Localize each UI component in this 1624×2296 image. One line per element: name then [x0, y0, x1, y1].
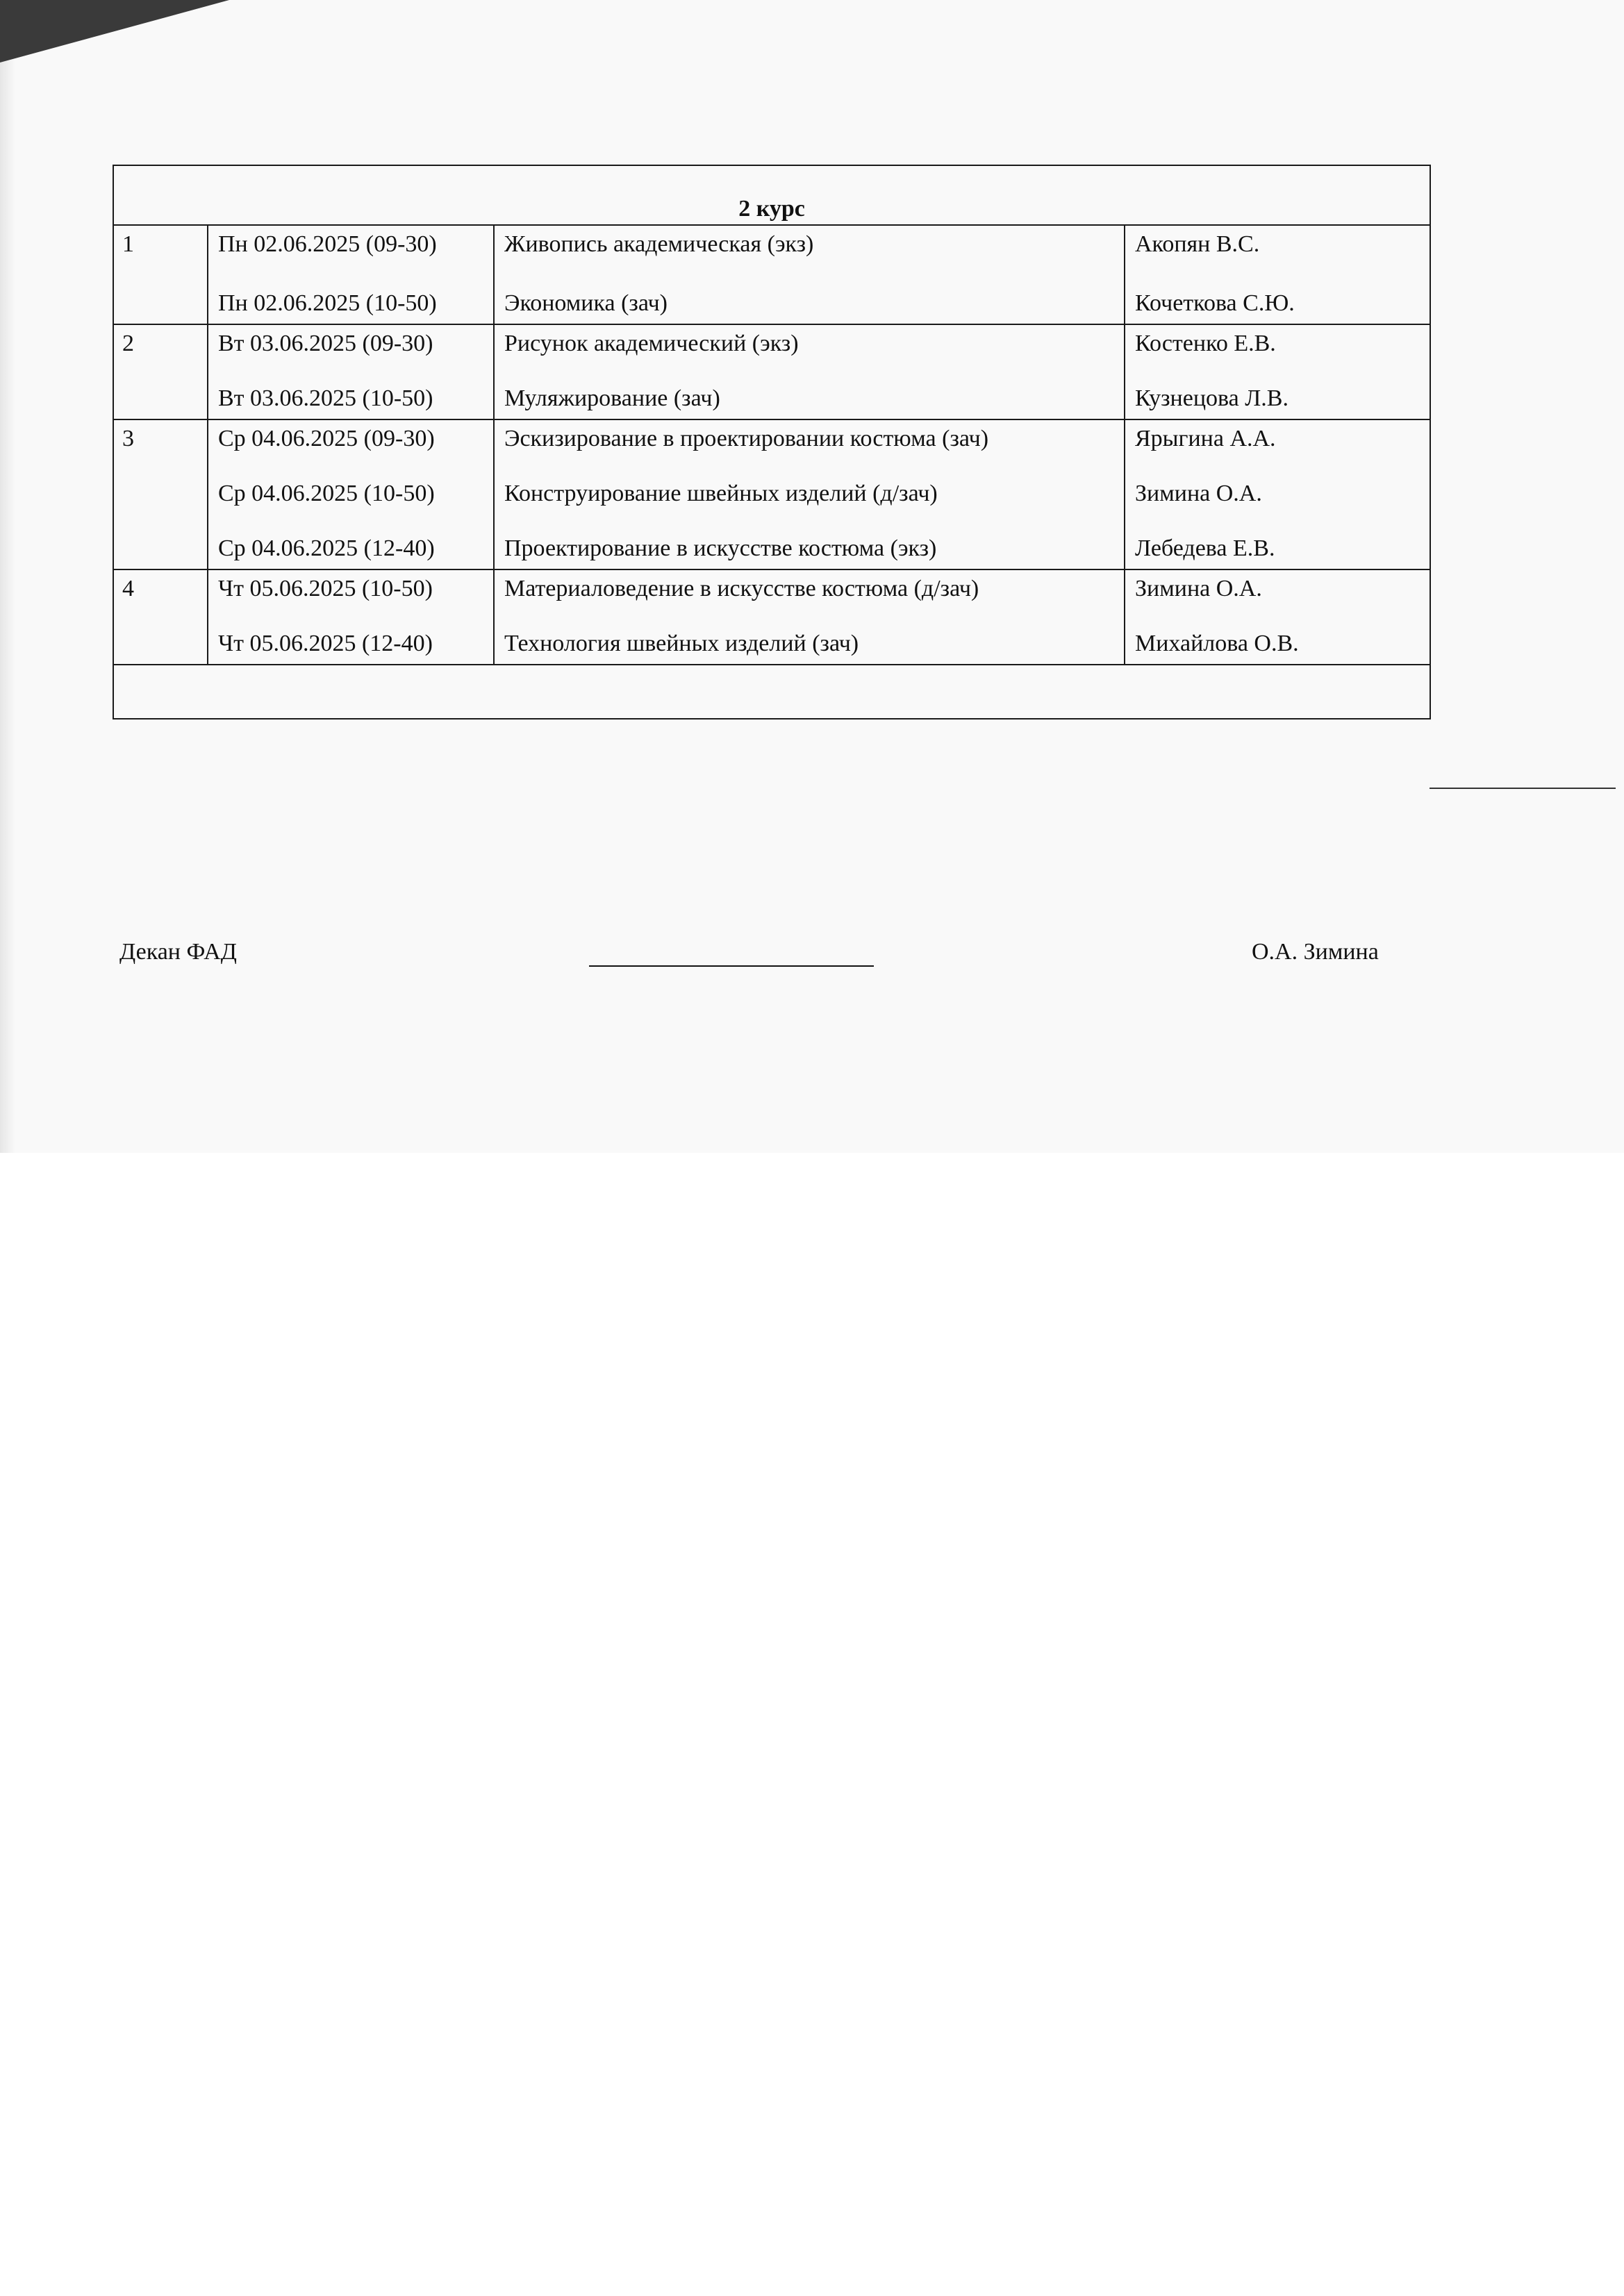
subject-cell: [494, 419, 1125, 569]
subject: Технология швейных изделий (зач): [504, 631, 859, 657]
exam-date: Вт 03.06.2025 (09-30): [218, 330, 433, 356]
subject: Экономика (зач): [504, 290, 668, 317]
exam-date: Чт 05.06.2025 (10-50): [218, 575, 433, 601]
exam-date: Ср 04.06.2025 (10-50): [218, 480, 435, 506]
table-row: [113, 419, 1430, 569]
teacher: Лебедева Е.В.: [1135, 535, 1275, 562]
signature-position: Декан ФАД: [119, 939, 237, 965]
subject-cell: [494, 569, 1125, 665]
empty-table-row: [113, 665, 1430, 719]
teacher-cell: [1125, 225, 1430, 324]
teacher: Кузнецова Л.В.: [1135, 385, 1289, 412]
teacher-cell: [1125, 324, 1430, 419]
teacher: Кочеткова С.Ю.: [1135, 290, 1295, 317]
teacher: Зимина О.А.: [1135, 480, 1262, 506]
teacher: Ярыгина А.А.: [1135, 425, 1276, 451]
scan-corner-shadow: [0, 0, 229, 63]
subject: Живопись академическая (экз): [504, 231, 814, 257]
signature-name: О.А. Зимина: [1252, 939, 1379, 965]
course-header: 2 курс: [113, 165, 1430, 225]
teacher-cell: [1125, 419, 1430, 569]
row-number: 3: [113, 419, 208, 569]
teacher: Костенко Е.В.: [1135, 330, 1276, 356]
subject-cell: [494, 225, 1125, 324]
subject: Конструирование швейных изделий (д/зач): [504, 480, 938, 506]
teacher: Акопян В.С.: [1135, 231, 1260, 257]
exam-date: Пн 02.06.2025 (10-50): [218, 290, 437, 317]
date-cell: [208, 569, 494, 665]
teacher-cell: [1125, 569, 1430, 665]
date-cell: [208, 419, 494, 569]
subject: Эскизирование в проектировании костюма (зач): [504, 425, 989, 451]
date-cell: [208, 225, 494, 324]
course-header-row: [113, 165, 1430, 225]
row-number: 1: [113, 225, 208, 324]
row-number: 4: [113, 569, 208, 665]
subject: Материаловедение в искусстве костюма (д/зач): [504, 575, 979, 601]
subject: Муляжирование (зач): [504, 385, 720, 412]
date-cell: [208, 324, 494, 419]
signature-line: [589, 965, 874, 967]
subject-cell: [494, 324, 1125, 419]
exam-date: Пн 02.06.2025 (09-30): [218, 231, 437, 257]
exam-schedule-table: [113, 165, 1431, 719]
subject: Рисунок академический (экз): [504, 330, 799, 356]
table-row: [113, 324, 1430, 419]
exam-date: Ср 04.06.2025 (12-40): [218, 535, 435, 562]
table-edge-stroke: [1430, 788, 1616, 789]
teacher: Михайлова О.В.: [1135, 631, 1299, 657]
empty-cell: [113, 665, 1430, 719]
exam-date: Ср 04.06.2025 (09-30): [218, 425, 435, 451]
table-row: [113, 569, 1430, 665]
row-number: 2: [113, 324, 208, 419]
subject: Проектирование в искусстве костюма (экз): [504, 535, 937, 562]
table-row: [113, 225, 1430, 324]
exam-date: Вт 03.06.2025 (10-50): [218, 385, 433, 412]
scan-edge-shadow: [0, 0, 15, 1153]
exam-date: Чт 05.06.2025 (12-40): [218, 631, 433, 657]
teacher: Зимина О.А.: [1135, 575, 1262, 601]
